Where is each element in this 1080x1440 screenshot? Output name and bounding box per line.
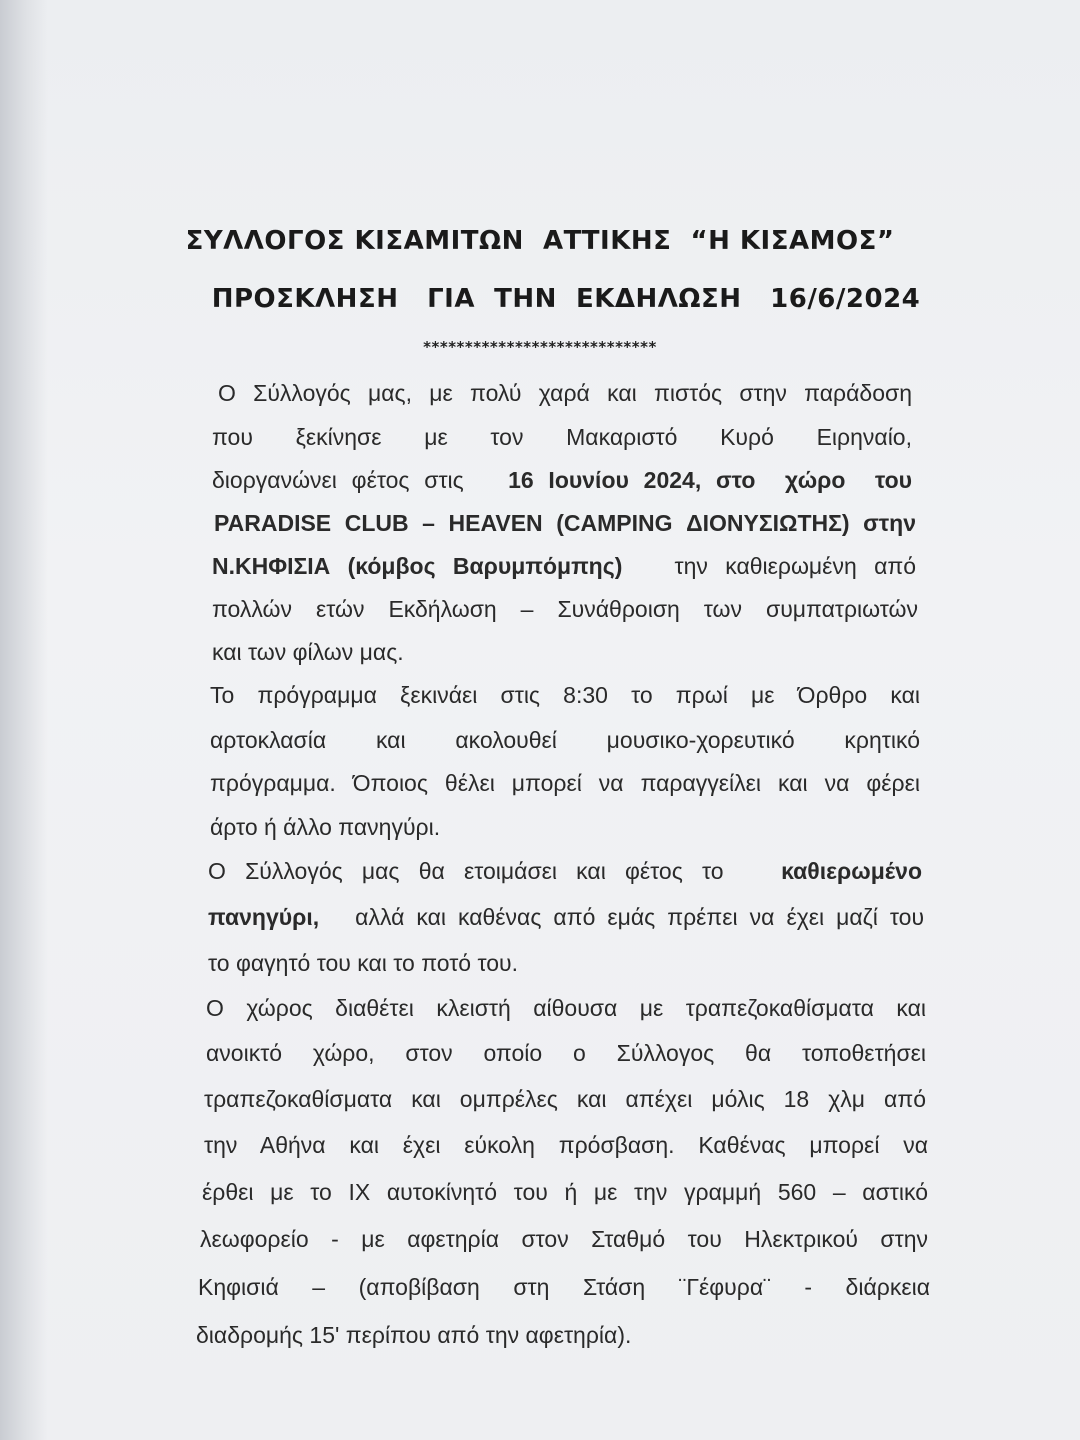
p4-line-7: Κηφισιά – (αποβίβαση στη Στάση ¨Γέφυρα¨ - διάρκεια: [198, 1274, 930, 1300]
traditional-feast-bold: καθιερωμένο: [781, 858, 922, 884]
p2-line-1: Το πρόγραμμα ξεκινάει στις 8:30 το πρωί με Όρθρο και: [210, 682, 920, 708]
p2-line-3: πρόγραμμα. Όποιος θέλει μπορεί να παραγγείλει και να φέρει: [210, 770, 920, 796]
p1-line-2: που ξεκίνησε με τον Μακαριστό Κυρό Ειρηναίο,: [212, 424, 912, 450]
p4-line-2: ανοικτό χώρο, στον οποίο ο Σύλλογος θα τοποθετήσει: [206, 1040, 926, 1066]
p4-line-6: λεωφορείο - με αφετηρία στον Σταθμό του Ηλεκτρικού στην: [200, 1226, 928, 1252]
p1-line-5: [212, 551, 916, 581]
p3-line-2: [208, 902, 924, 932]
p1-line-3: [212, 465, 912, 495]
venue-name: PARADISE CLUB – HEAVEN (CAMPING ΔΙΟΝΥΣΙΩΤΗΣ) στην: [214, 510, 916, 536]
separator-line: ****************************: [423, 338, 657, 356]
p1-line-5-text: την καθιερωμένη από: [674, 553, 917, 579]
p3-line-1-text: Ο Σύλλογός μας θα ετοιμάσει και φέτος το: [208, 858, 724, 884]
p4-line-1: Ο χώρος διαθέτει κλειστή αίθουσα με τραπεζοκαθίσματα και: [206, 995, 926, 1021]
p3-line-2-text: αλλά και καθένας από εμάς πρέπει να έχει μαζί του: [355, 904, 925, 930]
p4-line-5: έρθει με το ΙΧ αυτοκίνητό του ή με την γραμμή 560 – αστικό: [202, 1179, 928, 1205]
p2-line-4: άρτο ή άλλο πανηγύρι.: [210, 814, 441, 840]
p3-line-3: το φαγητό του και το ποτό του.: [208, 950, 518, 976]
invitation-title: ΠΡΟΣΚΛΗΣΗ ΓΙΑ ΤΗΝ ΕΚΔΗΛΩΣΗ 16/6/2024: [211, 284, 921, 314]
association-title: ΣΥΛΛΟΓΟΣ ΚΙΣΑΜΙΤΩΝ ΑΤΤΙΚΗΣ “Η ΚΙΣΑΜΟΣ”: [185, 226, 895, 256]
p1-line-6: πολλών ετών Εκδήλωση – Συνάθροιση των συμπατριωτών: [212, 596, 918, 622]
venue-location: Ν.ΚΗΦΙΣΙΑ (κόμβος Βαρυμπόμπης): [212, 553, 623, 579]
p3-line-1: [208, 856, 922, 886]
page-edge-shadow: [0, 0, 48, 1440]
feast-word-bold: πανηγύρι,: [208, 904, 320, 930]
p4-line-4: την Αθήνα και έχει εύκολη πρόσβαση. Καθένας μπορεί να: [204, 1132, 928, 1158]
p4-line-8: διαδρομής 15' περίπου από την αφετηρία).: [196, 1322, 632, 1348]
p1-line-1: Ο Σύλλογός μας, με πολύ χαρά και πιστός στην παράδοση: [218, 380, 912, 406]
p1-line-7: και των φίλων μας.: [212, 639, 404, 665]
p1-line-3-text: διοργανώνει φέτος στις: [212, 467, 464, 493]
p2-line-2: αρτοκλασία και ακολουθεί μουσικο-χορευτικό κρητικό: [210, 727, 920, 753]
event-date-venue: 16 Ιουνίου 2024, στο χώρο του: [508, 467, 913, 493]
p4-line-3: τραπεζοκαθίσματα και ομπρέλες και απέχει μόλις 18 χλμ από: [204, 1086, 926, 1112]
